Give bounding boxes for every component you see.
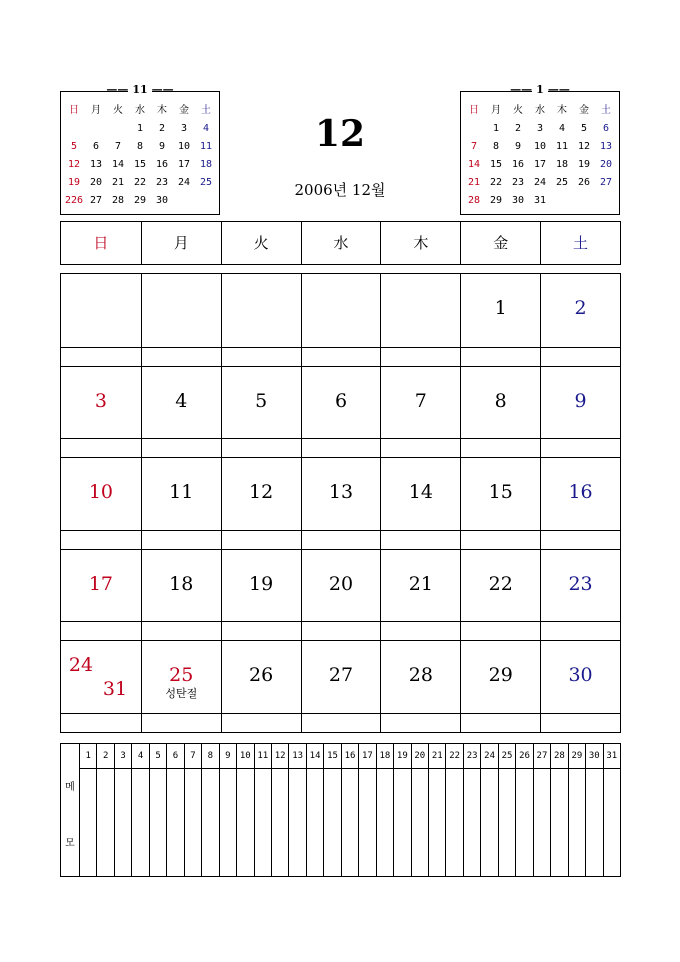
mini-day: 1: [136, 123, 144, 134]
memo-day-column[interactable]: [376, 769, 393, 877]
mini-weekday: 月: [491, 105, 501, 116]
day-number: 14: [408, 481, 433, 504]
memo-day-header: 1: [79, 744, 96, 769]
mini-day: 17: [177, 159, 191, 170]
day-number: 13: [328, 481, 354, 504]
day-number: 24: [68, 654, 94, 677]
memo-day-header: 3: [114, 744, 131, 769]
mini-day: 7: [470, 141, 478, 152]
cell-divider: [61, 713, 141, 714]
mini-day: 5: [580, 123, 588, 134]
day-number: 27: [328, 664, 354, 687]
memo-day-column[interactable]: [79, 769, 96, 877]
mini-day: 10: [533, 141, 547, 152]
day-number: 31: [102, 678, 128, 701]
mini-day: 24: [533, 177, 547, 188]
mini-calendar-prev: —— 11 —— 日 月 火 水 木 金 土 1 2 3 4 5 6 7 8 9 10 11 12 13 14 15 16 17 18 19 20 21 22 23 24 25 226 27 28 29 30: [60, 91, 220, 215]
memo-day-header: 26: [515, 744, 532, 769]
day-cell[interactable]: [141, 549, 221, 641]
memo-day-header: 8: [201, 744, 218, 769]
cell-divider: [222, 530, 301, 531]
mini-weekday: 水: [535, 105, 545, 116]
day-number: 12: [249, 481, 274, 504]
day-number: 21: [408, 572, 433, 595]
mini-day: 12: [67, 159, 81, 170]
cell-divider: [222, 438, 301, 439]
day-number: 6: [334, 389, 348, 412]
mini-day: [463, 120, 485, 138]
memo-day-column[interactable]: [585, 769, 602, 877]
memo-day-header: 30: [585, 744, 602, 769]
mini-day: 14: [467, 159, 481, 170]
memo-day-header: 16: [341, 744, 358, 769]
day-number: 2: [574, 297, 587, 319]
mini-weekday: 火: [513, 105, 523, 116]
mini-day: 23: [511, 177, 525, 188]
memo-day-column[interactable]: [306, 769, 323, 877]
memo-day-column[interactable]: [149, 769, 166, 877]
mini-day: 15: [133, 159, 147, 170]
mini-day: 9: [514, 141, 522, 152]
day-cell[interactable]: [301, 457, 381, 549]
mini-weekday: 火: [113, 105, 123, 116]
memo-day-column[interactable]: [341, 769, 358, 877]
cell-divider: [302, 347, 381, 348]
memo-day-header: 9: [219, 744, 236, 769]
day-number: 1: [494, 297, 507, 319]
memo-day-column[interactable]: [568, 769, 585, 877]
mini-day: 19: [577, 159, 591, 170]
memo-day-header: 7: [184, 744, 201, 769]
memo-day-header: 20: [411, 744, 428, 769]
mini-day: 30: [511, 195, 525, 206]
memo-day-header: 31: [603, 744, 620, 769]
mini-day: 4: [558, 123, 566, 134]
cell-divider: [541, 621, 620, 622]
mini-weekday: 土: [201, 105, 211, 116]
mini-day: 14: [111, 159, 125, 170]
memo-day-column[interactable]: [603, 769, 620, 877]
day-number: 10: [88, 481, 114, 504]
memo-day-column[interactable]: [184, 769, 201, 877]
memo-label-bottom: 모: [65, 838, 75, 849]
memo-day-header: 4: [131, 744, 148, 769]
mini-day: 9: [158, 141, 166, 152]
day-number: 17: [88, 572, 114, 595]
mini-day: 12: [577, 141, 591, 152]
cell-divider: [381, 713, 460, 714]
day-cell[interactable]: [460, 274, 540, 366]
day-cell[interactable]: [540, 549, 620, 641]
memo-table: [60, 743, 621, 877]
day-number: 25: [169, 664, 194, 687]
mini-day: 5: [70, 141, 78, 152]
day-number: 15: [488, 481, 513, 504]
memo-day-column[interactable]: [219, 769, 236, 877]
day-cell[interactable]: [301, 549, 381, 641]
memo-day-column[interactable]: [201, 769, 218, 877]
day-cell[interactable]: [221, 457, 301, 549]
cell-divider: [222, 713, 301, 714]
cell-divider: [222, 347, 301, 348]
memo-day-header: 6: [166, 744, 183, 769]
mini-day: 19: [67, 177, 81, 188]
memo-day-header: 13: [288, 744, 305, 769]
mini-next-grid: [463, 102, 617, 210]
mini-day: 29: [489, 195, 503, 206]
cell-divider: [381, 621, 460, 622]
memo-day-column[interactable]: [480, 769, 497, 877]
memo-day-column[interactable]: [288, 769, 305, 877]
cell-divider: [461, 438, 540, 439]
day-number: 28: [408, 664, 433, 687]
day-cell[interactable]: [460, 549, 540, 641]
memo-day-header: 2: [96, 744, 113, 769]
memo-day-column[interactable]: [236, 769, 253, 877]
mini-day: 16: [511, 159, 525, 170]
day-number: 4: [175, 389, 188, 412]
memo-day-header: 12: [271, 744, 288, 769]
mini-day: 1: [492, 123, 500, 134]
mini-day: 25: [199, 177, 213, 188]
mini-day: 16: [155, 159, 169, 170]
memo-day-header: 21: [428, 744, 445, 769]
mini-day: 8: [136, 141, 144, 152]
memo-day-header: 15: [323, 744, 340, 769]
mini-day: 4: [202, 123, 210, 134]
memo-day-column[interactable]: [166, 769, 183, 877]
mini-day: 27: [89, 195, 103, 206]
memo-day-column[interactable]: [463, 769, 480, 877]
memo-day-column[interactable]: [533, 769, 550, 877]
day-number: 7: [414, 389, 427, 412]
day-cell[interactable]: [221, 640, 301, 732]
memo-day-column[interactable]: [271, 769, 288, 877]
mini-day: 11: [555, 141, 569, 152]
cell-divider: [302, 713, 381, 714]
memo-day-header: 10: [236, 744, 253, 769]
memo-day-column[interactable]: [254, 769, 271, 877]
mini-day: 27: [599, 177, 613, 188]
weekday-label: 土: [540, 222, 620, 264]
mini-day: 26: [577, 177, 591, 188]
day-cell[interactable]: [380, 457, 460, 549]
cell-divider: [461, 621, 540, 622]
mini-weekday: 木: [557, 105, 567, 116]
day-cell[interactable]: [301, 274, 381, 366]
memo-day-header: 5: [149, 744, 166, 769]
mini-day: 18: [199, 159, 213, 170]
day-number: 19: [249, 572, 274, 595]
cell-divider: [142, 438, 221, 439]
day-number: 18: [169, 572, 194, 595]
weekday-label: 火: [221, 222, 301, 264]
memo-day-column[interactable]: [393, 769, 410, 877]
day-cell[interactable]: [460, 457, 540, 549]
mini-next-title: 1: [532, 83, 548, 96]
mini-day: 31: [533, 195, 547, 206]
memo-day-header: 27: [533, 744, 550, 769]
mini-weekday: 日: [469, 105, 479, 116]
memo-day-header: 24: [480, 744, 497, 769]
day-cell[interactable]: [460, 640, 540, 732]
day-number: 26: [249, 664, 274, 687]
day-cell[interactable]: [61, 457, 141, 549]
mini-day: 21: [467, 177, 481, 188]
memo-day-column[interactable]: [411, 769, 428, 877]
cell-divider: [61, 347, 141, 348]
mini-day: 2: [514, 123, 522, 134]
memo-day-header: 18: [376, 744, 393, 769]
day-cell[interactable]: [380, 549, 460, 641]
memo-day-column[interactable]: [114, 769, 131, 877]
weekday-label: 水: [301, 222, 381, 264]
memo-day-column[interactable]: [96, 769, 113, 877]
day-cell[interactable]: [141, 640, 221, 732]
day-cell[interactable]: [380, 366, 460, 458]
month-number: 12: [314, 113, 366, 155]
mini-day: 28: [467, 195, 481, 206]
memo-day-header: 28: [550, 744, 567, 769]
holiday-label: 성탄절: [165, 687, 198, 701]
day-number: 22: [488, 572, 513, 595]
day-cell[interactable]: [221, 274, 301, 366]
mini-day: 2: [158, 123, 166, 134]
memo-day-header: 22: [445, 744, 462, 769]
month-subtitle: 2006년 12월: [294, 181, 386, 199]
cell-divider: [381, 347, 460, 348]
mini-day: [573, 192, 595, 210]
memo-day-header: 14: [306, 744, 323, 769]
mini-day: 3: [180, 123, 188, 134]
memo-day-column[interactable]: [323, 769, 340, 877]
day-cell[interactable]: [61, 549, 141, 641]
memo-day-column[interactable]: [445, 769, 462, 877]
day-number: 20: [328, 572, 354, 595]
mini-day: 6: [92, 141, 100, 152]
day-cell[interactable]: [61, 640, 141, 732]
cell-divider: [541, 530, 620, 531]
mini-day: [85, 120, 107, 138]
cell-divider: [461, 713, 540, 714]
memo-day-column[interactable]: [515, 769, 532, 877]
day-cell[interactable]: [540, 366, 620, 458]
cell-divider: [61, 621, 141, 622]
mini-day: [63, 120, 85, 138]
mini-calendar-next: —— 1 —— 日 月 火 水 木 金 土 1 2 3 4 5 6 7 8 9 10 11 12 13 14 15 16 17 18 19 20 21 22 23 24 25 26 27 28 29 30 31: [460, 91, 620, 215]
day-number: 3: [94, 389, 107, 412]
cell-divider: [541, 713, 620, 714]
mini-day: 15: [489, 159, 503, 170]
weekday-label: 木: [380, 222, 460, 264]
day-cell[interactable]: [301, 640, 381, 732]
mini-weekday: 金: [579, 105, 589, 116]
mini-day: 11: [199, 141, 213, 152]
cell-divider: [142, 621, 221, 622]
memo-day-column[interactable]: [550, 769, 567, 877]
day-number: 11: [169, 481, 194, 504]
calendar-grid: [60, 273, 621, 733]
mini-day: [195, 192, 217, 210]
mini-day: [107, 120, 129, 138]
day-cell[interactable]: [380, 274, 460, 366]
mini-day: 23: [155, 177, 169, 188]
memo-day-header: 23: [463, 744, 480, 769]
day-cell[interactable]: [141, 366, 221, 458]
cell-divider: [461, 530, 540, 531]
cell-divider: [142, 347, 221, 348]
mini-day: 7: [114, 141, 122, 152]
memo-label-top: 메: [65, 782, 75, 793]
day-cell[interactable]: [540, 640, 620, 732]
day-cell[interactable]: [221, 366, 301, 458]
mini-day: 28: [111, 195, 125, 206]
mini-weekday: 土: [601, 105, 611, 116]
mini-day: 226: [64, 195, 84, 206]
weekday-label: 金: [460, 222, 540, 264]
cell-divider: [302, 530, 381, 531]
mini-weekday: 金: [179, 105, 189, 116]
mini-day: 3: [536, 123, 544, 134]
cell-divider: [541, 438, 620, 439]
memo-day-header: 11: [254, 744, 271, 769]
mini-day: [173, 192, 195, 210]
cell-divider: [302, 621, 381, 622]
mini-weekday: 水: [135, 105, 145, 116]
mini-day: 20: [599, 159, 613, 170]
mini-day: 6: [602, 123, 610, 134]
day-cell[interactable]: [141, 457, 221, 549]
day-number: 23: [568, 572, 593, 595]
mini-weekday: 木: [157, 105, 167, 116]
mini-day: 22: [133, 177, 147, 188]
mini-day: 21: [111, 177, 125, 188]
mini-weekday: 日: [69, 105, 79, 116]
mini-day: 10: [177, 141, 191, 152]
day-cell[interactable]: [301, 366, 381, 458]
mini-day: 20: [89, 177, 103, 188]
memo-day-header: 29: [568, 744, 585, 769]
memo-label: [61, 744, 79, 877]
cell-divider: [61, 438, 141, 439]
day-number: 5: [255, 389, 268, 412]
day-number: 30: [568, 664, 593, 687]
mini-day: 13: [89, 159, 103, 170]
day-number: 9: [574, 389, 587, 412]
mini-day: 18: [555, 159, 569, 170]
cell-divider: [381, 530, 460, 531]
mini-day: [595, 192, 617, 210]
mini-day: 29: [133, 195, 147, 206]
day-cell[interactable]: [61, 366, 141, 458]
day-cell[interactable]: [61, 274, 141, 366]
mini-prev-grid: [63, 102, 217, 210]
mini-day: 30: [155, 195, 169, 206]
mini-weekday: 月: [91, 105, 101, 116]
day-cell[interactable]: [380, 640, 460, 732]
memo-day-header: 17: [358, 744, 375, 769]
mini-day: 13: [599, 141, 613, 152]
mini-day: 24: [177, 177, 191, 188]
cell-divider: [381, 438, 460, 439]
memo-day-column[interactable]: [428, 769, 445, 877]
memo-day-header: 19: [393, 744, 410, 769]
day-cell[interactable]: [460, 366, 540, 458]
mini-day: 22: [489, 177, 503, 188]
cell-divider: [541, 347, 620, 348]
memo-day-header: 25: [498, 744, 515, 769]
day-number: 8: [494, 389, 507, 412]
weekday-label: 日: [93, 234, 109, 252]
mini-day: 8: [492, 141, 500, 152]
memo-day-column[interactable]: [498, 769, 515, 877]
cell-divider: [61, 530, 141, 531]
day-number: 16: [568, 481, 593, 504]
mini-day: [551, 192, 573, 210]
weekday-header: [60, 221, 621, 265]
cell-divider: [302, 438, 381, 439]
memo-day-column[interactable]: [358, 769, 375, 877]
mini-day: 25: [555, 177, 569, 188]
day-cell[interactable]: [221, 549, 301, 641]
day-cell[interactable]: [141, 274, 221, 366]
day-number: 29: [488, 664, 513, 687]
cell-divider: [142, 530, 221, 531]
cell-divider: [461, 347, 540, 348]
cell-divider: [222, 621, 301, 622]
day-cell[interactable]: [540, 274, 620, 366]
mini-day: 17: [533, 159, 547, 170]
day-cell[interactable]: [540, 457, 620, 549]
memo-day-column[interactable]: [131, 769, 148, 877]
weekday-label: 月: [141, 222, 221, 264]
cell-divider: [142, 713, 221, 714]
mini-prev-title: 11: [128, 83, 151, 96]
